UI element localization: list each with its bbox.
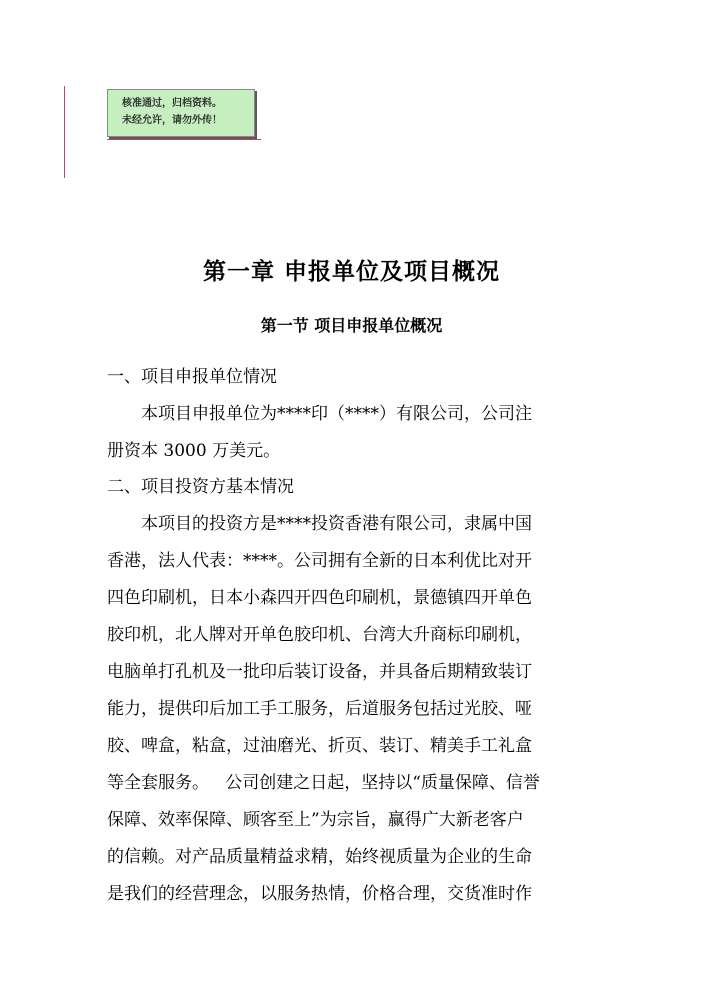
stamp-line-1: 核准通过，归档资料。	[122, 98, 222, 109]
heading-investor-info: 二、项目投资方基本情况	[107, 477, 294, 497]
paragraph-investor-info	[107, 506, 587, 913]
paragraph-line: 本项目的投资方是****投资香港有限公司，隶属中国	[141, 514, 532, 534]
paragraph-line: 能力，提供印后加工手工服务，后道服务包括过光胶、哑	[107, 699, 532, 719]
approval-stamp	[107, 89, 255, 137]
paragraph-line: 胶印机，北人牌对开单色胶印机、台湾大升商标印刷机，	[107, 625, 532, 645]
paragraph-line: 是我们的经营理念，以服务热情，价格合理，交货准时作	[107, 884, 532, 904]
stamp-underline	[107, 139, 261, 140]
paragraph-line: 电脑单打孔机及一批印后装订设备，并具备后期精致装订	[107, 662, 532, 682]
paragraph-line: 四色印刷机，日本小森四开四色印刷机，景德镇四开单色	[107, 588, 532, 608]
margin-revision-line	[64, 86, 65, 178]
paragraph-line: 保障、效率保障、顾客至上”为宗旨，赢得广大新老客户	[107, 810, 524, 830]
section-title: 第一节 项目申报单位概况	[260, 316, 443, 335]
paragraph-line: 胶、啤盒，粘盒，过油磨光、折页、装订、精美手工礼盒	[107, 736, 532, 756]
stamp-line-2: 未经允许，请勿外传！	[122, 115, 222, 126]
paragraph-line: 等全套服务。 公司创建之日起，坚持以“质量保障、信誉	[107, 773, 540, 793]
heading-unit-info: 一、项目申报单位情况	[107, 367, 277, 387]
paragraph-unit-info	[107, 396, 587, 470]
chapter-title: 第一章 申报单位及项目概况	[202, 258, 500, 285]
paragraph-line: 香港，法人代表：****。公司拥有全新的日本利优比对开	[107, 551, 532, 571]
paragraph-line: 册资本 3000 万美元。	[107, 441, 281, 461]
paragraph-line: 的信赖。对产品质量精益求精，始终视质量为企业的生命	[107, 847, 532, 867]
paragraph-line: 本项目申报单位为****印（****）有限公司，公司注	[141, 404, 532, 424]
